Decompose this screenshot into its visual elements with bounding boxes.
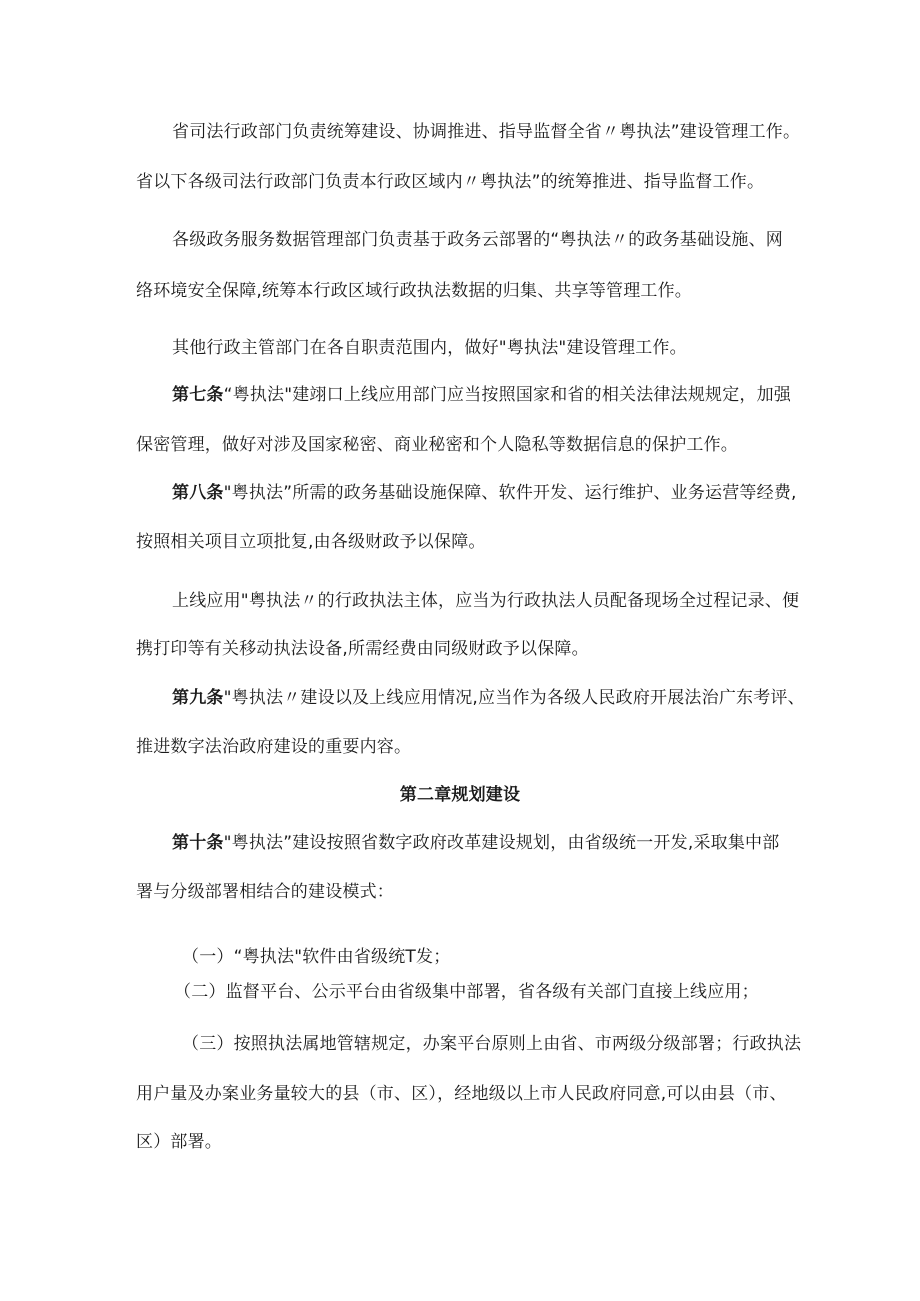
paragraph-line — [0, 228, 920, 252]
text: 省以下各级司法行政部门负责本行政区域内〃粤执法”的统筹推进、指导监督工作。 — [136, 172, 765, 192]
text: 保密管理，做好对涉及国家秘密、商业秘密和个人隐私等数据信息的保护工作。 — [136, 435, 738, 455]
text: 按照相关项目立项批复,由各级财政予以保障。 — [136, 532, 486, 552]
text: 上线应用"粤执法〃的行政执法主体，应当为行政执法人员配备现场全过程记录、便 — [172, 591, 800, 611]
article-label: 第九条 — [172, 688, 224, 708]
text: 络环境安全保障,统筹本行政区域行政执法数据的归集、共享等管理工作。 — [136, 281, 693, 301]
paragraph-line — [0, 336, 920, 360]
text: "粤执法〃建设以及上线应用情况,应当作为各级人民政府开展法治广东考评、 — [223, 688, 805, 708]
paragraph-line — [0, 880, 920, 904]
text: "粤执法”所需的政务基础设施保障、软件开发、运行维护、业务运营等经费, — [223, 483, 797, 503]
text: 推进数字法治政府建设的重要内容。 — [136, 737, 412, 757]
chapter-heading: 第二章规划建设 — [399, 785, 521, 805]
paragraph-line — [0, 637, 920, 661]
article-label: 第七条 — [172, 385, 224, 405]
article-label: 第十条 — [172, 833, 224, 853]
text: "粤执法”建设按照省数字政府改革建设规划，由省级统一开发,采取集中部 — [223, 833, 780, 853]
text: 其他行政主管部门在各自职责范围内，做好"粤执法"建设管理工作。 — [172, 338, 687, 358]
list-item — [0, 1032, 920, 1056]
paragraph-line — [0, 170, 920, 194]
article-label: 第八条 — [172, 483, 224, 503]
text: （二）监督平台、公示平台由省级集中部署，省各级有关部门直接上线应用； — [174, 982, 759, 1002]
text: （三）按照执法属地管辖规定，办案平台原则上由省、市两级分级部署；行政执法 — [182, 1034, 802, 1054]
article-7-line — [0, 383, 920, 407]
text: 各级政务服务数据管理部门负责基于政务云部署的“粤执法〃的政务基础设施、网 — [172, 230, 784, 250]
text: 署与分级部署相结合的建设模式： — [136, 882, 394, 902]
paragraph-line — [0, 433, 920, 457]
paragraph-line — [0, 530, 920, 554]
list-item — [0, 945, 920, 969]
text: 携打印等有关移动执法设备,所需经费由同级财政予以保障。 — [136, 639, 589, 659]
text: “粤执法"建翊口上线应用部门应当按照国家和省的相关法律法规规定，加强 — [223, 385, 792, 405]
paragraph-line — [0, 120, 920, 144]
paragraph-line — [0, 279, 920, 303]
text: 用户量及办案业务量较大的县（市、区），经地级以上市人民政府同意,可以由县（市、 — [136, 1084, 787, 1104]
list-item — [0, 980, 920, 1004]
paragraph-line — [0, 735, 920, 759]
article-8-line — [0, 481, 920, 505]
paragraph-line — [0, 589, 920, 613]
article-9-line — [0, 686, 920, 710]
paragraph-line — [0, 1130, 920, 1154]
text: （一）“粤执法"软件由省级统T发； — [182, 947, 451, 967]
paragraph-line — [0, 1082, 920, 1106]
article-10-line — [0, 831, 920, 855]
text: 区）部署。 — [136, 1132, 222, 1152]
text: 省司法行政部门负责统筹建设、协调推进、指导监督全省〃粤执法”建设管理工作。 — [172, 122, 801, 142]
